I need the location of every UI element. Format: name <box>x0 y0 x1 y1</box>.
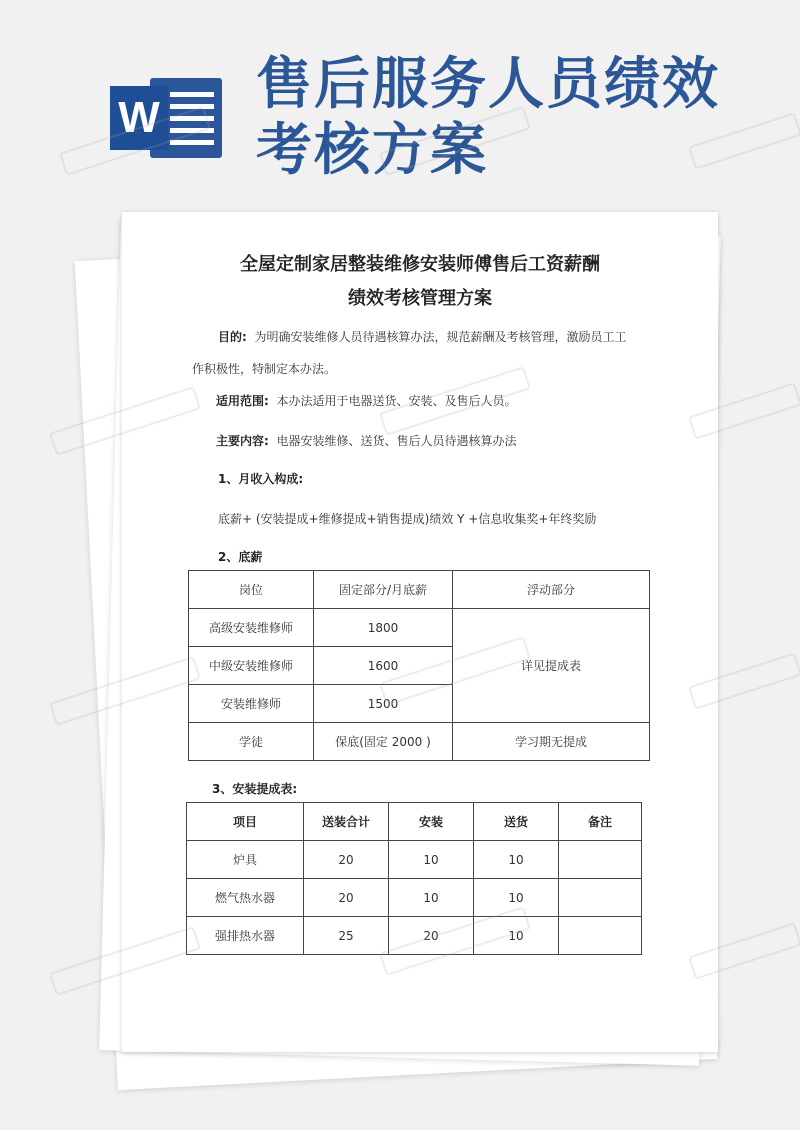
purpose-label: 目的: <box>218 330 247 344</box>
table-header-row <box>187 803 642 841</box>
content-paragraph <box>216 432 516 449</box>
header-cell: 备注 <box>559 803 642 841</box>
table-cell: 燃气热水器 <box>187 879 304 917</box>
table-cell: 10 <box>389 879 474 917</box>
section-heading-2: 2、底薪 <box>218 550 263 564</box>
document-title-line2: 绩效考核管理方案 <box>348 288 492 309</box>
table-row <box>189 723 650 761</box>
table-cell: 10 <box>474 917 559 955</box>
document-title-line1: 全屋定制家居整装维修安装师傅售后工资薪酬 <box>240 254 600 275</box>
document-page <box>122 212 718 1052</box>
section-heading-1: 1、月收入构成: <box>218 472 304 486</box>
banner <box>0 0 800 200</box>
income-formula: 底薪+ (安装提成+维修提成+销售提成)绩效 Y +信息收集奖+年终奖励 <box>218 512 597 526</box>
installation-commission-table <box>186 802 642 955</box>
position-cell: 安装维修师 <box>189 685 314 723</box>
header-cell: 浮动部分 <box>453 571 650 609</box>
position-cell: 学徒 <box>189 723 314 761</box>
position-cell: 高级安装维修师 <box>189 609 314 647</box>
table-header-row <box>189 571 650 609</box>
fixed-salary-cell: 保底(固定 2000 ) <box>314 723 453 761</box>
table-row <box>187 879 642 917</box>
word-icon-letter: W <box>110 86 168 150</box>
table-cell: 25 <box>304 917 389 955</box>
table-cell <box>559 841 642 879</box>
table-cell: 10 <box>474 879 559 917</box>
table-cell <box>559 917 642 955</box>
scope-label: 适用范围: <box>216 394 269 408</box>
table-cell: 20 <box>304 841 389 879</box>
header-cell: 送货 <box>474 803 559 841</box>
table-row <box>189 609 650 647</box>
word-document-icon <box>110 78 222 158</box>
header-cell: 安装 <box>389 803 474 841</box>
table-cell: 20 <box>389 917 474 955</box>
float-cell: 学习期无提成 <box>453 723 650 761</box>
table-row <box>187 841 642 879</box>
base-salary-table <box>188 570 650 761</box>
table-cell: 10 <box>474 841 559 879</box>
fixed-salary-cell: 1600 <box>314 647 453 685</box>
banner-title: 售后服务人员绩效考核方案 <box>256 52 720 183</box>
position-cell: 中级安装维修师 <box>189 647 314 685</box>
header-cell: 项目 <box>187 803 304 841</box>
table-cell <box>559 879 642 917</box>
table-cell: 强排热水器 <box>187 917 304 955</box>
table-row <box>187 917 642 955</box>
table-cell: 10 <box>389 841 474 879</box>
float-merged-cell: 详见提成表 <box>453 609 650 723</box>
content-text: 电器安装维修、送货、售后人员待遇核算办法 <box>276 434 517 448</box>
table-cell: 炉具 <box>187 841 304 879</box>
table-cell: 20 <box>304 879 389 917</box>
content-label: 主要内容: <box>216 434 269 448</box>
section-heading-3: 3、安装提成表: <box>212 782 298 796</box>
header-cell: 岗位 <box>189 571 314 609</box>
fixed-salary-cell: 1500 <box>314 685 453 723</box>
scope-text: 本办法适用于电器送货、安装、及售后人员。 <box>276 394 517 408</box>
purpose-text: 为明确安装维修人员待遇核算办法，规范薪酬及考核管理，激励员工工 <box>254 330 627 344</box>
purpose-text-continued: 作积极性，特制定本办法。 <box>192 362 337 376</box>
header-cell: 固定部分/月底薪 <box>314 571 453 609</box>
purpose-paragraph <box>218 328 626 345</box>
scope-paragraph <box>216 392 516 409</box>
fixed-salary-cell: 1800 <box>314 609 453 647</box>
header-cell: 送装合计 <box>304 803 389 841</box>
